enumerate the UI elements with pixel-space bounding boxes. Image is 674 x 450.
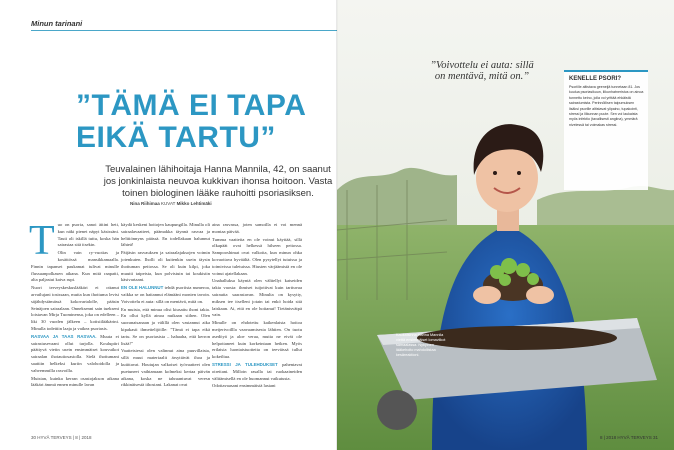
paragraph: aina rasvassa, joten samoilla ei voi mennä montaa päivää. (212, 222, 302, 234)
photographer-name: Mikko Lehtimäki (176, 201, 212, 206)
page-spine (336, 0, 338, 450)
footer-right: 8 | 2018 HYVÄ TERVEYS 31 (599, 435, 658, 440)
paragraph-text: tehdä psoriista numeroa, vaikka se on haitannut elämääni monien tavoin. Voivottelu ei auta: sillä on mentävä, mitä on. (121, 285, 210, 304)
paragraph: En muista, että minua olisi kiusattu ihoni takia. En ollut kyllä ainoa nuikaan siihen. Olen suoranaisanaan ja välillä olen vastannut aika kipakasti ihmettelijöille: ”Tämä ei tapa eikä tartu. Se on psoriasista – hahaaha, että kerron lisää!” (121, 306, 210, 346)
paragraph: Unahalluksa käyntä olen välttellyt katseiden takia vaosia: ihmiset tuijottivat kuin tarttuvaa sairautta saarastavan. Minulta on kysytty, miksen tee itselleni jotain tai enkö hoida sitä laiskaan. Ai, että en ole hoitanut! Tietänisvätpä vain. (212, 278, 302, 318)
paragraph: Vaatteisiessi olen valinnut aina puuvillaista, sillä muut materiaalit ärsyttävät ihoa ja kutittavat. Houtujan valkoisei työvaatteet olen puetuneet vaihtamaan kolmeksi kertaa päivän aikana, koska ne tahraantuvat veresn rikkinäisestä iihostani. Lakanat ovat (121, 348, 210, 388)
subheading: STRESSI JA TULEHDUKSET (212, 361, 278, 367)
info-box (564, 70, 648, 190)
paragraph: Olin vain ry-vuotias ja kosättössä mansikkamaalla. Finnin tapanset paukamat tulivat minulle flussuanpolkasen aikana. Kun mitä raapatti, alta paljastui kaiva rupi. (31, 250, 119, 283)
paragraph-text: pahentavat oireitani. Milloin rasalla tai ruokaaineiden välttämisellä en ole huomannut vaikutusta. (212, 361, 302, 381)
writer-name: Nina Riihimaa (130, 201, 160, 206)
right-page (337, 0, 674, 450)
pull-quote: ”Voivottelu ei auta: sillä on mentävä, mitä on.” (430, 60, 534, 82)
body-column-3 (212, 222, 302, 391)
article-lead: Teuvalainen lähihoitaja Hanna Mannila, 42, on saanut jos jonkinlaista neuvoa kukkivan ihonsa hoitoon. Vasta toinen biologinen lääke rauhoitti psoriasiksen. (103, 164, 333, 199)
paragraph (212, 362, 302, 382)
body-column-1 (29, 218, 119, 390)
photo-label: KUVAT (161, 201, 176, 206)
section-label: Minun tarinani (31, 19, 83, 28)
subheading: EN OLE HALUNNUT (121, 285, 164, 291)
section-rule (31, 30, 337, 31)
paragraph (121, 285, 210, 305)
subheading: RASVAA JA TAAS RASVAA. (31, 333, 97, 339)
article-credits (130, 201, 212, 206)
paragraph: käydä keskeni hoitojen kaupungilla. Minulla oli sairaalavaatteet, päämakka täynnä rasvaa ja helttiönnyns päässä. En todellakaan halunnut lähteä! (121, 222, 210, 248)
paragraph: uo on psoria, sanoi äitini heti, kun näki pienet näpyt käsissäni. Tauti oli iskillä tuttu, koska hän sairastaa sitä itsekin. (57, 222, 119, 248)
drop-cap: T (29, 218, 55, 264)
paragraph: Minulle on ehdotettu kaikenlaista hoitoa meijerivoillla vaavaamisesta lähtien. On tuotu asedöyä ja aloe veraa, mutta ne eivät ole helpottaneet kuin korkeintaan hetken. Myös erilaisia luontaistuotteita on teeviässä tullut kokeiltua. (212, 320, 302, 360)
paragraph: Tumma vaatteita en ole voinut käyttää, sillä olkapäät ovat helkessä hilseen peitossa. Sampooshimat ovat valkoita, kun minun ohka kovaottava hyväältä. Olen pysytellyt tutuissa ja toimivissa tuletuissa. Hiusten värjäämistä en ole voinut ajatellakaan. (212, 236, 302, 276)
info-box-title: KENELLE PSORI? (569, 76, 622, 82)
info-box-body: Psoriille altistava geeneijä tunnetaan 81. Jos kuulua psoriasikuun, liikunhatneristus on ainoa tunnettu keino, jolla voi yrittää ehkäistä sairastumista. Perinnöllisen taipumuksen lisäksi psorille altistavat ylipaino, tupakointi, stressi ja liikunnan puute. Sen voi laukaista myös infektio (tavallisesti angiina), ymmärä nivelessä tai voimakas stressi. (569, 85, 644, 127)
paragraph-text: Muuta ei sairastusevaani ollut tarjolla. Koulupiiri päättyvä vietin usein ensimmäiset kouvuikot sairaalan ihotautiosastolla. Sielä ihottumani saattiin helkeksi kuriin valohoidolla ja vahvemmilla rasvoilla. (31, 333, 119, 373)
paragraph: Muistan, kuinka kerran osastojakson aikana lääkäri ämmä ennen minulle lavan (31, 375, 119, 388)
body-column-2 (121, 222, 210, 390)
article-title: ”TÄMÄ EI TAPA EIKÄ TARTU” (76, 89, 306, 154)
photo-caption: Kaukaisinna Hanna Mannila viettä ensimmäiset lomaviikot samaalassa. Nykyinen lääkehoito mahdollistaa kesäreaktioni. (396, 333, 446, 357)
paragraph: Nuori terveyskeskuslääkäri ei ottanut arvailujani tosissaan, mutta kun ihottuma levisi säjähdystämässä kokovartalolle, pääsin Seinäjoen sairaalaan. Onneksenni sain tuekseni loistavan Mirja Tuominensa, joka on edelleen – liki 30 vuoden jälkeen – kotisiilääkärini. Minulla todettiin laaja ja vaikea psoriasis. (31, 285, 119, 331)
paragraph (31, 334, 119, 375)
paragraph: Odottavaasani ensimmäistä lastani (212, 383, 276, 389)
footer-left: 30 HYVÄ TERVEYS | 8 | 2018 (31, 435, 92, 440)
paragraph: Päijäsin rasvauksen ja sairaalajaksojen voimin jotenkuten. Iholli oli kuitenkin usein täysin ihottuman peitossa. Se oli kuin kilpi, joka muutti taipeista, kun polvistuin tai koukistin käsivartaani. (121, 250, 210, 283)
